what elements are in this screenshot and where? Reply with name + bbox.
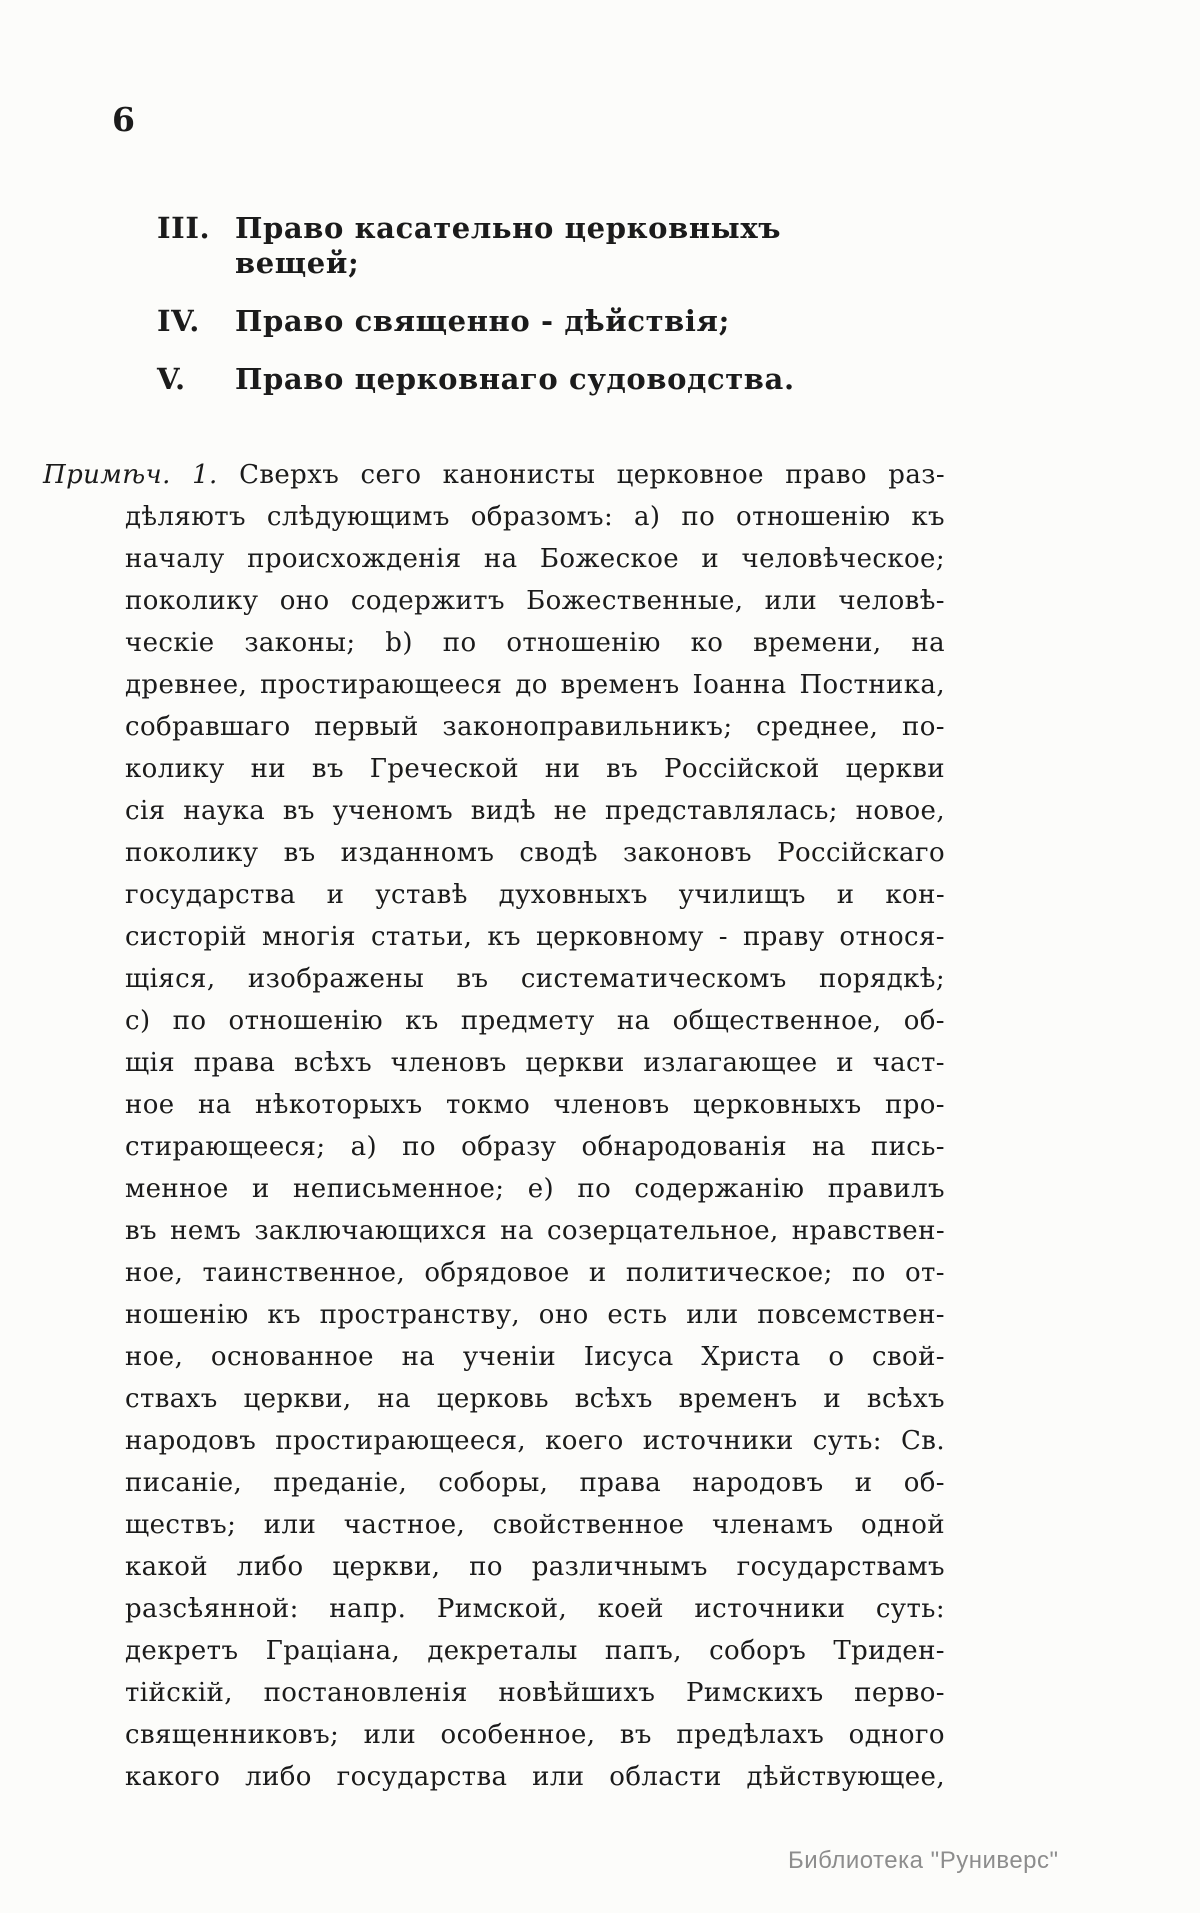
note-paragraph <box>43 454 946 1798</box>
list-item <box>157 211 817 281</box>
note-line: с) по отношенію къ предмету на общественное, об- <box>125 1006 945 1036</box>
list-item-numeral: III. <box>157 211 211 245</box>
note-line: ношенію къ пространству, оно есть или повсемствен- <box>125 1300 945 1330</box>
note-line: поколику оно содержитъ Божественные, или человѣ- <box>125 586 945 616</box>
note-line: ное, основанное на ученіи Іисуса Христа о свой- <box>125 1342 945 1372</box>
list-item-numeral: V. <box>157 362 186 396</box>
note-line: разсѣянной: напр. Римской, коей источники суть: <box>125 1594 945 1624</box>
enumeration-list <box>157 211 817 420</box>
note-label: Примѣч. 1. <box>43 460 218 490</box>
note-line: священниковъ; или особенное, въ предѣлахъ одного <box>125 1720 945 1750</box>
note-lines <box>125 496 945 1798</box>
note-line: щія права всѣхъ членовъ церкви излагающее и част- <box>125 1048 945 1078</box>
list-item-numeral: IV. <box>157 304 200 338</box>
note-first-line <box>43 454 945 496</box>
note-line: декретъ Граціана, декреталы папъ, соборъ Триден- <box>125 1636 945 1666</box>
note-line: систорій многія статьи, къ церковному - праву относя- <box>125 922 945 952</box>
list-item-text: Право священно - дѣйствія; <box>235 304 730 338</box>
note-line: ствахъ церкви, на церковь всѣхъ временъ и всѣхъ <box>125 1384 945 1414</box>
note-line: тійскій, постановленія новѣйшихъ Римскихъ перво- <box>125 1678 945 1708</box>
note-line: какой либо церкви, по различнымъ государствамъ <box>125 1552 945 1582</box>
note-line: дѣляютъ слѣдующимъ образомъ: а) по отношенію къ <box>125 502 945 532</box>
note-line: какого либо государства или области дѣйствующее, <box>125 1762 945 1792</box>
list-item <box>157 362 817 397</box>
note-line: колику ни въ Греческой ни въ Россійской церкви <box>125 754 945 784</box>
note-line: древнее, простирающееся до временъ Іоанна Постника, <box>125 670 945 700</box>
list-item <box>157 304 817 339</box>
list-item-text: Право касательно церковныхъ вещей; <box>235 211 782 280</box>
note-line: ное, таинственное, обрядовое и политическое; по от- <box>125 1258 945 1288</box>
note-line: народовъ простирающееся, коего источники суть: Св. <box>125 1426 945 1456</box>
page-number: 6 <box>112 100 136 139</box>
note-line: писаніе, преданіе, соборы, права народовъ и об- <box>125 1468 945 1498</box>
note-first-line-text: Сверхъ сего канонисты церковное право раз- <box>239 460 946 490</box>
note-line: въ немъ заключающихся на созерцательное, нравствен- <box>125 1216 945 1246</box>
library-watermark: Библиотека "Руниверс" <box>788 1847 1059 1874</box>
list-item-text: Право церковнаго судоводства. <box>235 362 795 396</box>
note-line: ществъ; или частное, свойственное членамъ одной <box>125 1510 945 1540</box>
note-line: началу происхожденія на Божеское и человѣческое; <box>125 544 945 574</box>
note-line: менное и неписьменное; е) по содержанію правилъ <box>125 1174 945 1204</box>
note-line: стирающееся; а) по образу обнародованія на пись- <box>125 1132 945 1162</box>
note-line: щіяся, изображены въ систематическомъ порядкѣ; <box>125 964 945 994</box>
note-line: собравшаго первый законоправильникъ; среднее, по- <box>125 712 945 742</box>
note-line: ное на нѣкоторыхъ токмо членовъ церковныхъ про- <box>125 1090 945 1120</box>
note-line: сія наука въ ученомъ видѣ не представлялась; новое, <box>125 796 945 826</box>
note-line: ческіе законы; b) по отношенію ко времени, на <box>125 628 945 658</box>
note-line: государства и уставѣ духовныхъ училищъ и кон- <box>125 880 945 910</box>
note-line: поколику въ изданномъ сводѣ законовъ Россійскаго <box>125 838 945 868</box>
